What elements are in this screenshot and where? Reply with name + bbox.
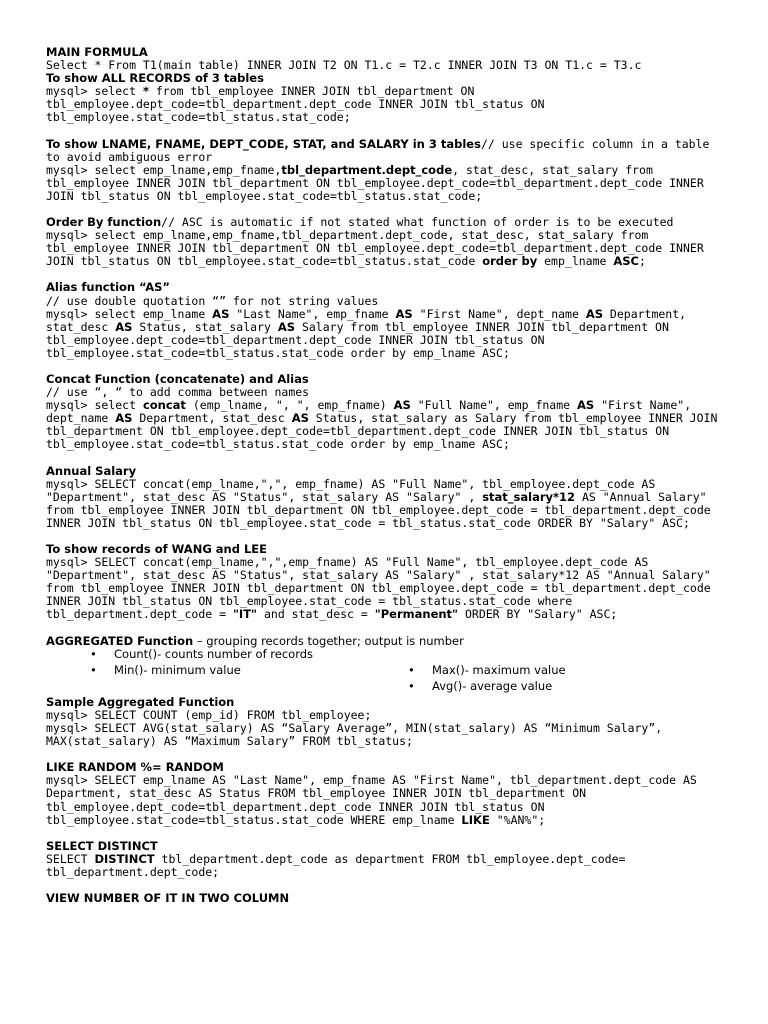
alias-comment: // use double quotation “” for not string values	[46, 293, 379, 308]
all-records-heading: To show ALL RECORDS of 3 tables	[46, 71, 264, 86]
document-page	[46, 46, 726, 918]
all-records-query: mysql> select * from tbl_employee INNER JOIN tbl_department ON tbl_employee.dept_code=tbl_department.dept_code INNER JOIN tbl_status ON tbl_employee.stat_code=tbl_status.stat_code;	[46, 84, 552, 125]
like-heading: LIKE RANDOM %= RANDOM	[46, 760, 224, 775]
aggregated-right-column	[408, 648, 726, 696]
bullet-icon: •	[90, 662, 97, 677]
aggregated-bullet-list	[90, 648, 726, 696]
bullet-icon: •	[90, 646, 97, 661]
distinct-heading: SELECT DISTINCT	[46, 838, 158, 853]
list-item: • Max()- maximum value	[408, 662, 566, 677]
list-item: • Count()- counts number of records	[90, 646, 314, 661]
bullet-icon: •	[408, 662, 415, 677]
lname-heading-line: To show LNAME, FNAME, DEPT_CODE, STAT, and SALARY in 3 tables// use specific column in a table to avoid ambiguous error	[46, 136, 717, 164]
list-item: • Min()- minimum value	[90, 662, 241, 677]
view-number-section	[46, 892, 726, 905]
wang-lee-query: mysql> SELECT concat(emp_lname,",",emp_fname) AS "Full Name", tbl_employee.dept_code AS "Department", stat_desc AS "Status", stat_salary AS "Salary" , stat_salary*12 AS "Annual Salary" from tbl_employee INNER JOIN tbl_department ON tbl_employee.dept_code = tbl_department.dept_code INNER JOIN tbl_status ON tbl_employee.stat_code = tbl_status.stat_code where tbl_department.dept_code = "IT" and stat_desc = "Permanent" ORDER BY "Salary" ASC;	[46, 555, 718, 622]
distinct-section	[46, 840, 726, 879]
alias-section	[46, 281, 726, 360]
main-formula-heading: MAIN FORMULA	[46, 45, 148, 59]
aggregated-section	[46, 635, 726, 696]
concat-query: mysql> select concat (emp_lname, ", ", emp_fname) AS "Full Name", emp_fname AS "First Name", dept_name AS Department, stat_desc AS Status, stat_salary as Salary from tbl_employee INNER JOIN tbl_department ON tbl_employee.dept_code=tbl_department.dept_code INNER JOIN tbl_status ON tbl_employee.stat_code=tbl_status.stat_code order by emp_lname ASC;	[46, 398, 725, 452]
aggregated-left-column	[90, 648, 408, 696]
order-by-heading-line: Order By function// ASC is automatic if not stated what function of order is to be executed	[46, 215, 674, 230]
sample-aggregated-heading: Sample Aggregated Function	[46, 694, 235, 709]
alias-query: mysql> select emp_lname AS "Last Name", emp_fname AS "First Name", dept_name AS Department, stat_desc AS Status, stat_salary AS Salary from tbl_employee INNER JOIN tbl_department ON tbl_employee.dept_code=tbl_department.dept_code INNER JOIN tbl_status ON tbl_employee.stat_code=tbl_status.stat_code order by emp_lname ASC;	[46, 306, 694, 360]
view-number-heading: VIEW NUMBER OF IT IN TWO COLUMN	[46, 890, 290, 905]
concat-heading: Concat Function (concatenate) and Alias	[46, 371, 309, 386]
sample-aggregated-section	[46, 696, 726, 748]
list-item: • Avg()- average value	[408, 678, 553, 693]
concat-comment: // use “, “ to add comma between names	[46, 385, 310, 400]
main-formula-line: Select * From T1(main table) INNER JOIN T2 ON T1.c = T2.c INNER JOIN T3 ON T1.c = T3.c	[46, 58, 642, 73]
like-query: mysql> SELECT emp_lname AS "Last Name", emp_fname AS "First Name", tbl_department.dept_code AS Department, stat_desc AS Status FROM tbl_employee INNER JOIN tbl_department ON tbl_employee.dept_code=tbl_department.dept_code INNER JOIN tbl_status ON tbl_employee.stat_code=tbl_status.stat_code WHERE emp_lname LIKE "%AN%";	[46, 773, 704, 827]
main-formula-section	[46, 46, 726, 125]
lname-query: mysql> select emp_lname,emp_fname,tbl_department.dept_code, stat_desc, stat_salary from tbl_employee INNER JOIN tbl_department ON tbl_employee.dept_code=tbl_department.dept_code INNER JOIN tbl_status ON tbl_employee.stat_code=tbl_status.stat_code;	[46, 162, 711, 203]
sample-aggregated-query-2: mysql> SELECT AVG(stat_salary) AS “Salary Average”, MIN(stat_salary) AS “Minimum Salary”, MAX(stat_salary) AS “Maximum Salary” FROM tbl_status;	[46, 721, 670, 749]
sample-aggregated-query-1: mysql> SELECT COUNT (emp_id) FROM tbl_employee;	[46, 707, 372, 722]
alias-heading: Alias function “AS”	[46, 280, 170, 295]
wang-lee-heading: To show records of WANG and LEE	[46, 542, 267, 556]
like-section	[46, 761, 726, 826]
lname-section	[46, 138, 726, 203]
bullet-icon: •	[408, 678, 415, 693]
aggregated-heading-line: AGGREGATED Function – grouping records together; output is number	[46, 633, 464, 648]
wang-lee-section	[46, 543, 726, 622]
annual-salary-section	[46, 465, 726, 530]
concat-section	[46, 373, 726, 452]
annual-salary-heading: Annual Salary	[46, 463, 137, 478]
order-by-section	[46, 216, 726, 268]
order-by-query: mysql> select emp_lname,emp_fname,tbl_department.dept_code, stat_desc, stat_salary from tbl_employee INNER JOIN tbl_department ON tbl_employee.dept_code=tbl_department.dept_code INNER JOIN tbl_status ON tbl_employee.stat_code=tbl_status.stat_code order by emp_lname ASC;	[46, 228, 711, 269]
annual-salary-query: mysql> SELECT concat(emp_lname,",", emp_fname) AS "Full Name", tbl_employee.dept_code AS "Department", stat_desc AS "Status", stat_salary AS "Salary" , stat_salary*12 AS "Annual Salary" from tbl_employee INNER JOIN tbl_department ON tbl_employee.dept_code = tbl_department.dept_code INNER JOIN tbl_status ON tbl_employee.stat_code = tbl_status.stat_code ORDER BY "Salary" ASC;	[46, 476, 718, 530]
distinct-query: SELECT DISTINCT tbl_department.dept_code as department FROM tbl_employee.dept_code= tbl_department.dept_code;	[46, 851, 633, 879]
